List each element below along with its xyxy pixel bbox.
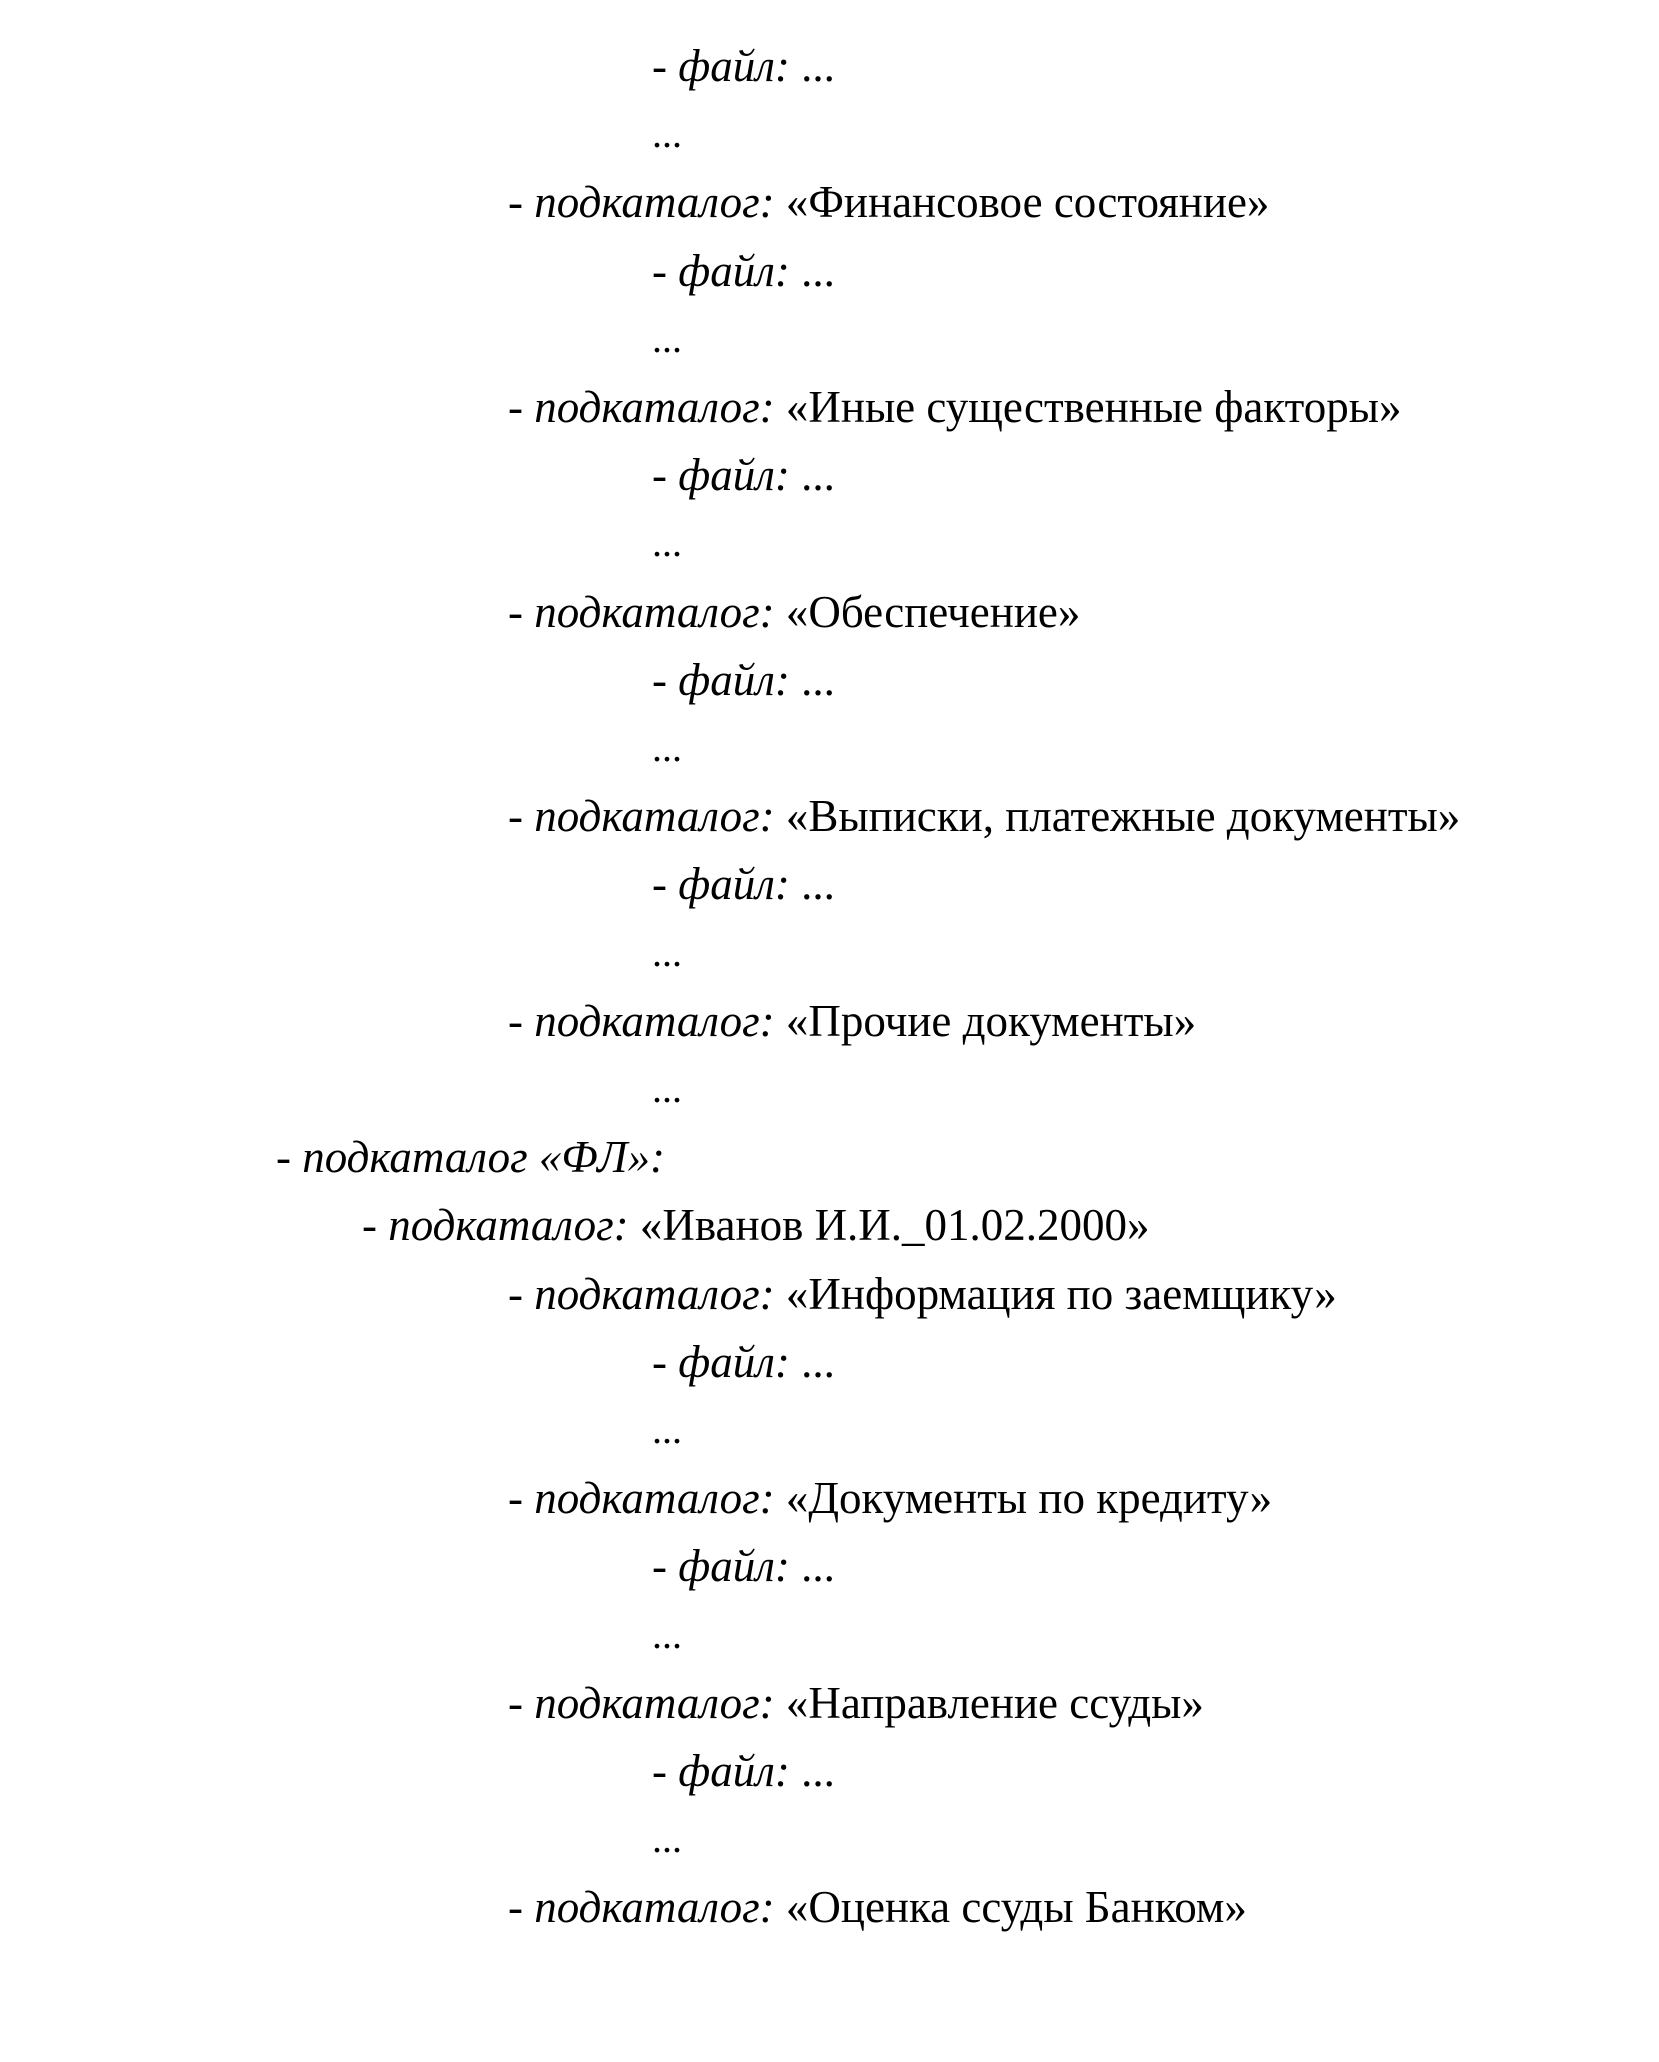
entry-keyword: подкаталог: [534, 382, 775, 432]
entry-value: ... [789, 1746, 835, 1796]
entry-keyword: файл: [678, 1337, 790, 1387]
ellipsis-text: ... [652, 930, 682, 975]
entry-dash: - [652, 859, 679, 909]
entry-dash: - [652, 41, 679, 91]
entry-keyword: файл: [678, 41, 790, 91]
entry-keyword: файл: [678, 655, 790, 705]
entry-value: «Оценка ссуды Банком» [774, 1882, 1247, 1932]
entry-keyword: подкаталог: [534, 1882, 775, 1932]
ellipsis-text: ... [652, 520, 682, 565]
ellipsis-line [652, 1813, 682, 1865]
entry-dash: - [508, 1473, 535, 1523]
entry-value: ... [789, 1337, 835, 1387]
entry-value: «Документы по кредиту» [774, 1473, 1273, 1523]
entry-value: «Обеспечение» [774, 587, 1081, 637]
entry-keyword: подкаталог «ФЛ»: [302, 1132, 665, 1182]
entry-dash: - [508, 1882, 535, 1932]
entry-keyword: подкаталог: [534, 1473, 775, 1523]
entry-value: «Иванов И.И._01.02.2000» [628, 1200, 1150, 1250]
file-entry [652, 1540, 835, 1592]
top-directory-entry [276, 1131, 665, 1183]
entry-dash: - [508, 1678, 535, 1728]
entry-keyword: файл: [678, 1541, 790, 1591]
subdirectory-entry [508, 1268, 1337, 1320]
entry-dash: - [508, 996, 535, 1046]
entry-dash: - [508, 177, 535, 227]
entry-dash: - [276, 1132, 303, 1182]
entry-keyword: подкаталог: [534, 177, 775, 227]
ellipsis-text: ... [652, 111, 682, 156]
entry-keyword: файл: [678, 859, 790, 909]
entry-keyword: подкаталог: [534, 791, 775, 841]
entry-dash: - [652, 655, 679, 705]
ellipsis-line [652, 722, 682, 774]
entry-dash: - [508, 1269, 535, 1319]
entry-value: ... [789, 246, 835, 296]
subdirectory-entry [508, 381, 1401, 433]
subdirectory-entry [508, 1677, 1204, 1729]
subdirectory-entry [508, 995, 1196, 1047]
file-entry [652, 1336, 835, 1388]
ellipsis-line [652, 1404, 682, 1456]
entry-value: ... [789, 1541, 835, 1591]
file-entry [652, 245, 835, 297]
entry-keyword: подкаталог: [534, 587, 775, 637]
entry-value: «Выписки, платежные документы» [774, 791, 1461, 841]
file-entry [652, 654, 835, 706]
ellipsis-text: ... [652, 1066, 682, 1111]
entry-value: «Направление ссуды» [774, 1678, 1204, 1728]
entry-dash: - [652, 1541, 679, 1591]
entry-value: ... [789, 450, 835, 500]
entry-value: «Финансовое состояние» [774, 177, 1270, 227]
subdirectory-entry [508, 790, 1460, 842]
subdirectory-entry [508, 176, 1269, 228]
entry-dash: - [362, 1200, 389, 1250]
entry-dash: - [652, 246, 679, 296]
ellipsis-text: ... [652, 725, 682, 770]
entry-keyword: файл: [678, 246, 790, 296]
entry-dash: - [508, 587, 535, 637]
entry-keyword: файл: [678, 450, 790, 500]
file-entry [652, 1745, 835, 1797]
ellipsis-text: ... [652, 1612, 682, 1657]
subdirectory-entry [508, 586, 1080, 638]
entry-keyword: подкаталог: [534, 1269, 775, 1319]
entry-dash: - [508, 382, 535, 432]
entry-value: ... [789, 859, 835, 909]
ellipsis-line [652, 313, 682, 365]
ellipsis-line [652, 517, 682, 569]
subdirectory-entry [508, 1881, 1247, 1933]
ellipsis-line [652, 108, 682, 160]
person-directory-entry [362, 1199, 1150, 1251]
entry-value: «Прочие документы» [774, 996, 1197, 1046]
entry-value: ... [789, 41, 835, 91]
entry-dash: - [652, 1746, 679, 1796]
entry-value: «Информация по заемщику» [774, 1269, 1337, 1319]
entry-dash: - [652, 1337, 679, 1387]
ellipsis-text: ... [652, 316, 682, 361]
file-entry [652, 858, 835, 910]
entry-value: ... [789, 655, 835, 705]
ellipsis-line [652, 927, 682, 979]
file-entry [652, 449, 835, 501]
entry-dash: - [652, 450, 679, 500]
entry-keyword: подкаталог: [534, 1678, 775, 1728]
ellipsis-line [652, 1609, 682, 1661]
subdirectory-entry [508, 1472, 1272, 1524]
ellipsis-line [652, 1063, 682, 1115]
entry-value: «Иные существенные факторы» [774, 382, 1402, 432]
ellipsis-text: ... [652, 1816, 682, 1861]
file-entry [652, 40, 835, 92]
entry-keyword: подкаталог: [534, 996, 775, 1046]
entry-keyword: подкаталог: [388, 1200, 629, 1250]
entry-keyword: файл: [678, 1746, 790, 1796]
entry-dash: - [508, 791, 535, 841]
ellipsis-text: ... [652, 1407, 682, 1452]
